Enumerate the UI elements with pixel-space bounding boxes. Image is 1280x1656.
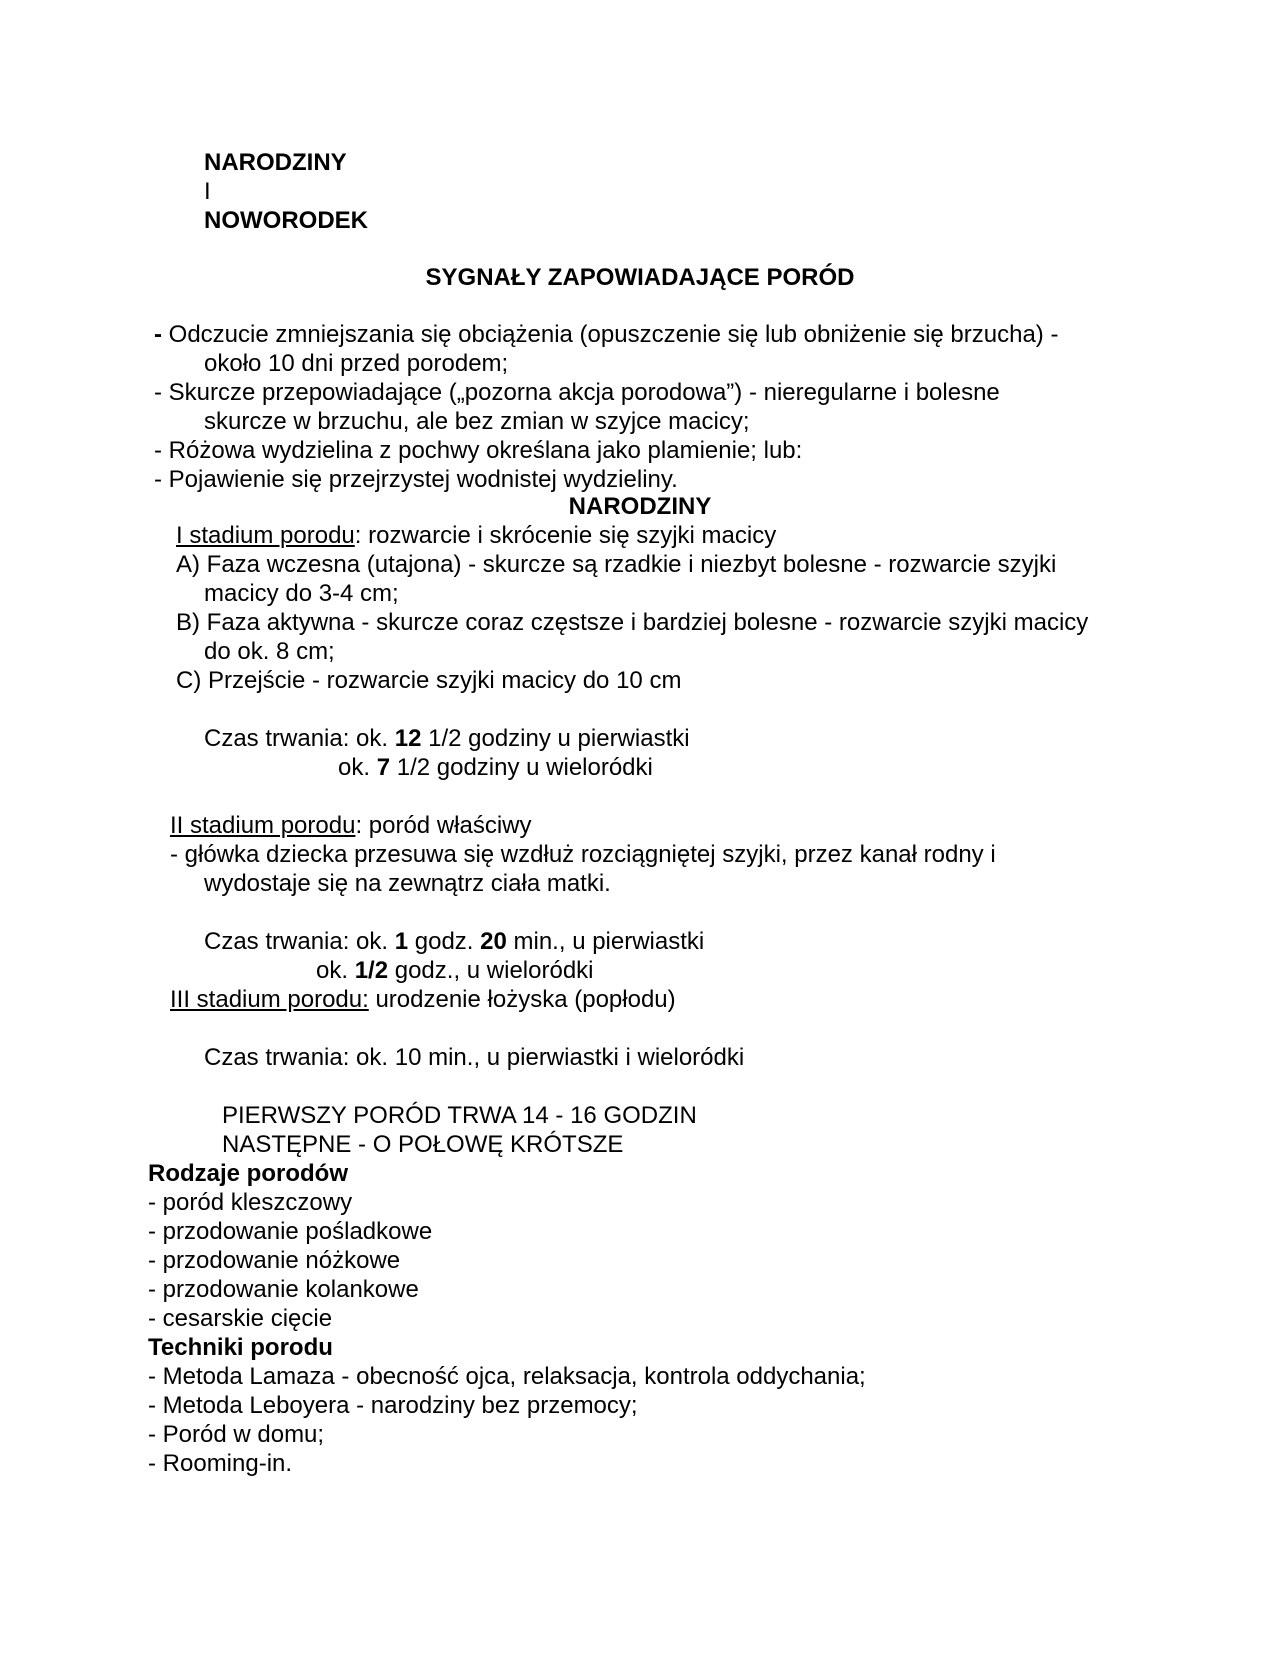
list-item: - przodowanie nóżkowe (148, 1247, 401, 1274)
stage-3-text: urodzenie łożyska (popłodu) (368, 986, 676, 1013)
duration-mid: godz. (408, 928, 481, 955)
stage-3-title (170, 985, 676, 1014)
next-birth-note: NASTĘPNE - O POŁOWĘ KRÓTSZE (222, 1131, 624, 1158)
list-item: - Metoda Leboyera - narodziny bez przemocy; (148, 1392, 638, 1419)
signal-item-1-dash: - (154, 321, 162, 348)
title-line-2: I (204, 178, 211, 205)
stage-2-title (170, 811, 532, 840)
duration-suffix: min., u pierwiastki (506, 928, 705, 955)
stage-2-label: II stadium porodu (170, 812, 356, 839)
stage-3-label: III stadium porodu: (170, 986, 369, 1013)
list-item: - przodowanie kolankowe (148, 1276, 419, 1303)
signal-item-2: - Skurcze przepowiadające („pozorna akcja porodowa”) - nieregularne i bolesne (154, 379, 1000, 406)
duration-prefix: Czas trwania: ok. (204, 725, 395, 752)
stage-2-duration-1 (204, 927, 704, 956)
duration-suffix: godz., u wieloródki (388, 957, 594, 984)
first-birth-note: PIERWSZY PORÓD TRWA 14 - 16 GODZIN (222, 1102, 697, 1129)
stage-1-duration-1 (204, 724, 690, 753)
stage-2-duration-2 (316, 956, 594, 985)
stage-1-phase-a-cont: macicy do 3-4 cm; (204, 580, 399, 607)
stage-1-phase-b-cont: do ok. 8 cm; (204, 638, 335, 665)
duration-prefix: ok. (338, 754, 377, 781)
birth-heading: NARODZINY (568, 493, 712, 520)
techniques-heading: Techniki porodu (148, 1334, 333, 1361)
stage-1-phase-a: A) Faza wczesna (utajona) - skurcze są rzadkie i niezbyt bolesne - rozwarcie szyjki (176, 551, 1057, 578)
stage-1-phase-c: C) Przejście - rozwarcie szyjki macicy do 10 cm (176, 667, 682, 694)
stage-1-text: : rozwarcie i skrócenie się szyjki macicy (354, 522, 777, 549)
stage-3-duration: Czas trwania: ok. 10 min., u pierwiastki i wieloródki (204, 1044, 745, 1071)
list-item: - Metoda Lamaza - obecność ojca, relaksacja, kontrola oddychania; (148, 1363, 866, 1390)
signal-item-1 (154, 320, 1058, 349)
list-item: - przodowanie pośladkowe (148, 1218, 433, 1245)
duration-value: 7 (376, 754, 391, 781)
types-heading: Rodzaje porodów (148, 1160, 348, 1187)
stage-1-title (176, 521, 776, 550)
signal-item-4: - Pojawienie się przejrzystej wodnistej wydzieliny. (154, 466, 678, 493)
stage-2-desc: - główka dziecka przesuwa się wzdłuż rozciągniętej szyjki, przez kanał rodny i (170, 841, 996, 868)
signals-heading: SYGNAŁY ZAPOWIADAJĄCE PORÓD (425, 264, 855, 291)
stage-1-phase-b: B) Faza aktywna - skurcze coraz częstsze i bardziej bolesne - rozwarcie szyjki macicy (176, 609, 1089, 636)
list-item: - poród kleszczowy (148, 1189, 353, 1216)
stage-2-text: : poród właściwy (355, 812, 532, 839)
list-item: - cesarskie cięcie (148, 1305, 333, 1332)
duration-prefix: ok. (316, 957, 355, 984)
signal-item-1-text: Odczucie zmniejszania się obciążenia (opuszczenie się lub obniżenie się brzucha) - (162, 321, 1059, 348)
duration-prefix: Czas trwania: ok. (204, 928, 395, 955)
stage-1-label: I stadium porodu (176, 522, 355, 549)
list-item: - Rooming-in. (148, 1450, 293, 1477)
duration-value: 1 (394, 928, 409, 955)
stage-1-duration-2 (338, 753, 653, 782)
duration-suffix: 1/2 godziny u wieloródki (390, 754, 653, 781)
signal-item-3: - Różowa wydzielina z pochwy określana jako plamienie; lub: (154, 437, 803, 464)
duration-value: 1/2 (354, 957, 389, 984)
title-line-3: NOWORODEK (204, 207, 368, 234)
duration-value: 20 (480, 928, 507, 955)
list-item: - Poród w domu; (148, 1421, 325, 1448)
duration-value: 12 (394, 725, 422, 752)
duration-suffix: 1/2 godziny u pierwiastki (421, 725, 690, 752)
title-line-1: NARODZINY (204, 149, 347, 176)
signal-item-2-cont: skurcze w brzuchu, ale bez zmian w szyjce macicy; (204, 408, 750, 435)
stage-2-desc-cont: wydostaje się na zewnątrz ciała matki. (204, 870, 611, 897)
signal-item-1-cont: około 10 dni przed porodem; (204, 350, 509, 377)
